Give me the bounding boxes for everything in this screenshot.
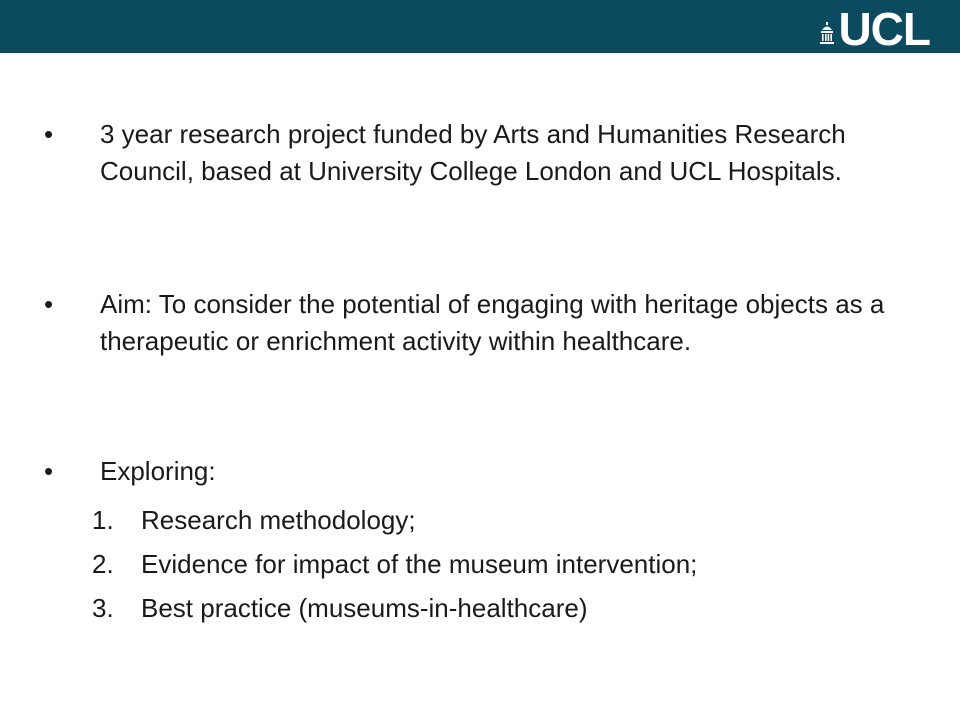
- bullet-text: Exploring:: [100, 456, 216, 486]
- numbered-list: [0, 502, 960, 634]
- list-number: 1.: [92, 505, 114, 535]
- bullet-text: Aim: To consider the potential of engaging with heritage objects as a therapeutic or enrichment activity within healthcare.: [100, 289, 885, 356]
- list-item-text: Research methodology;: [141, 505, 416, 535]
- bullet-marker: •: [44, 119, 54, 149]
- list-item-text: Evidence for impact of the museum intervention;: [141, 549, 698, 579]
- bullet-text: 3 year research project funded by Arts and Humanities Research Council, based at University College London and UCL Hospitals.: [100, 119, 846, 186]
- bullet-marker: •: [44, 456, 54, 486]
- logo-text: UCL: [838, 3, 930, 55]
- list-number: 2.: [92, 549, 114, 579]
- list-item: [0, 590, 960, 634]
- bullet-marker: •: [44, 289, 54, 319]
- list-item-text: Best practice (museums-in-healthcare): [141, 593, 588, 623]
- list-item: [0, 546, 960, 590]
- list-number: 3.: [92, 593, 114, 623]
- list-item: [0, 502, 960, 546]
